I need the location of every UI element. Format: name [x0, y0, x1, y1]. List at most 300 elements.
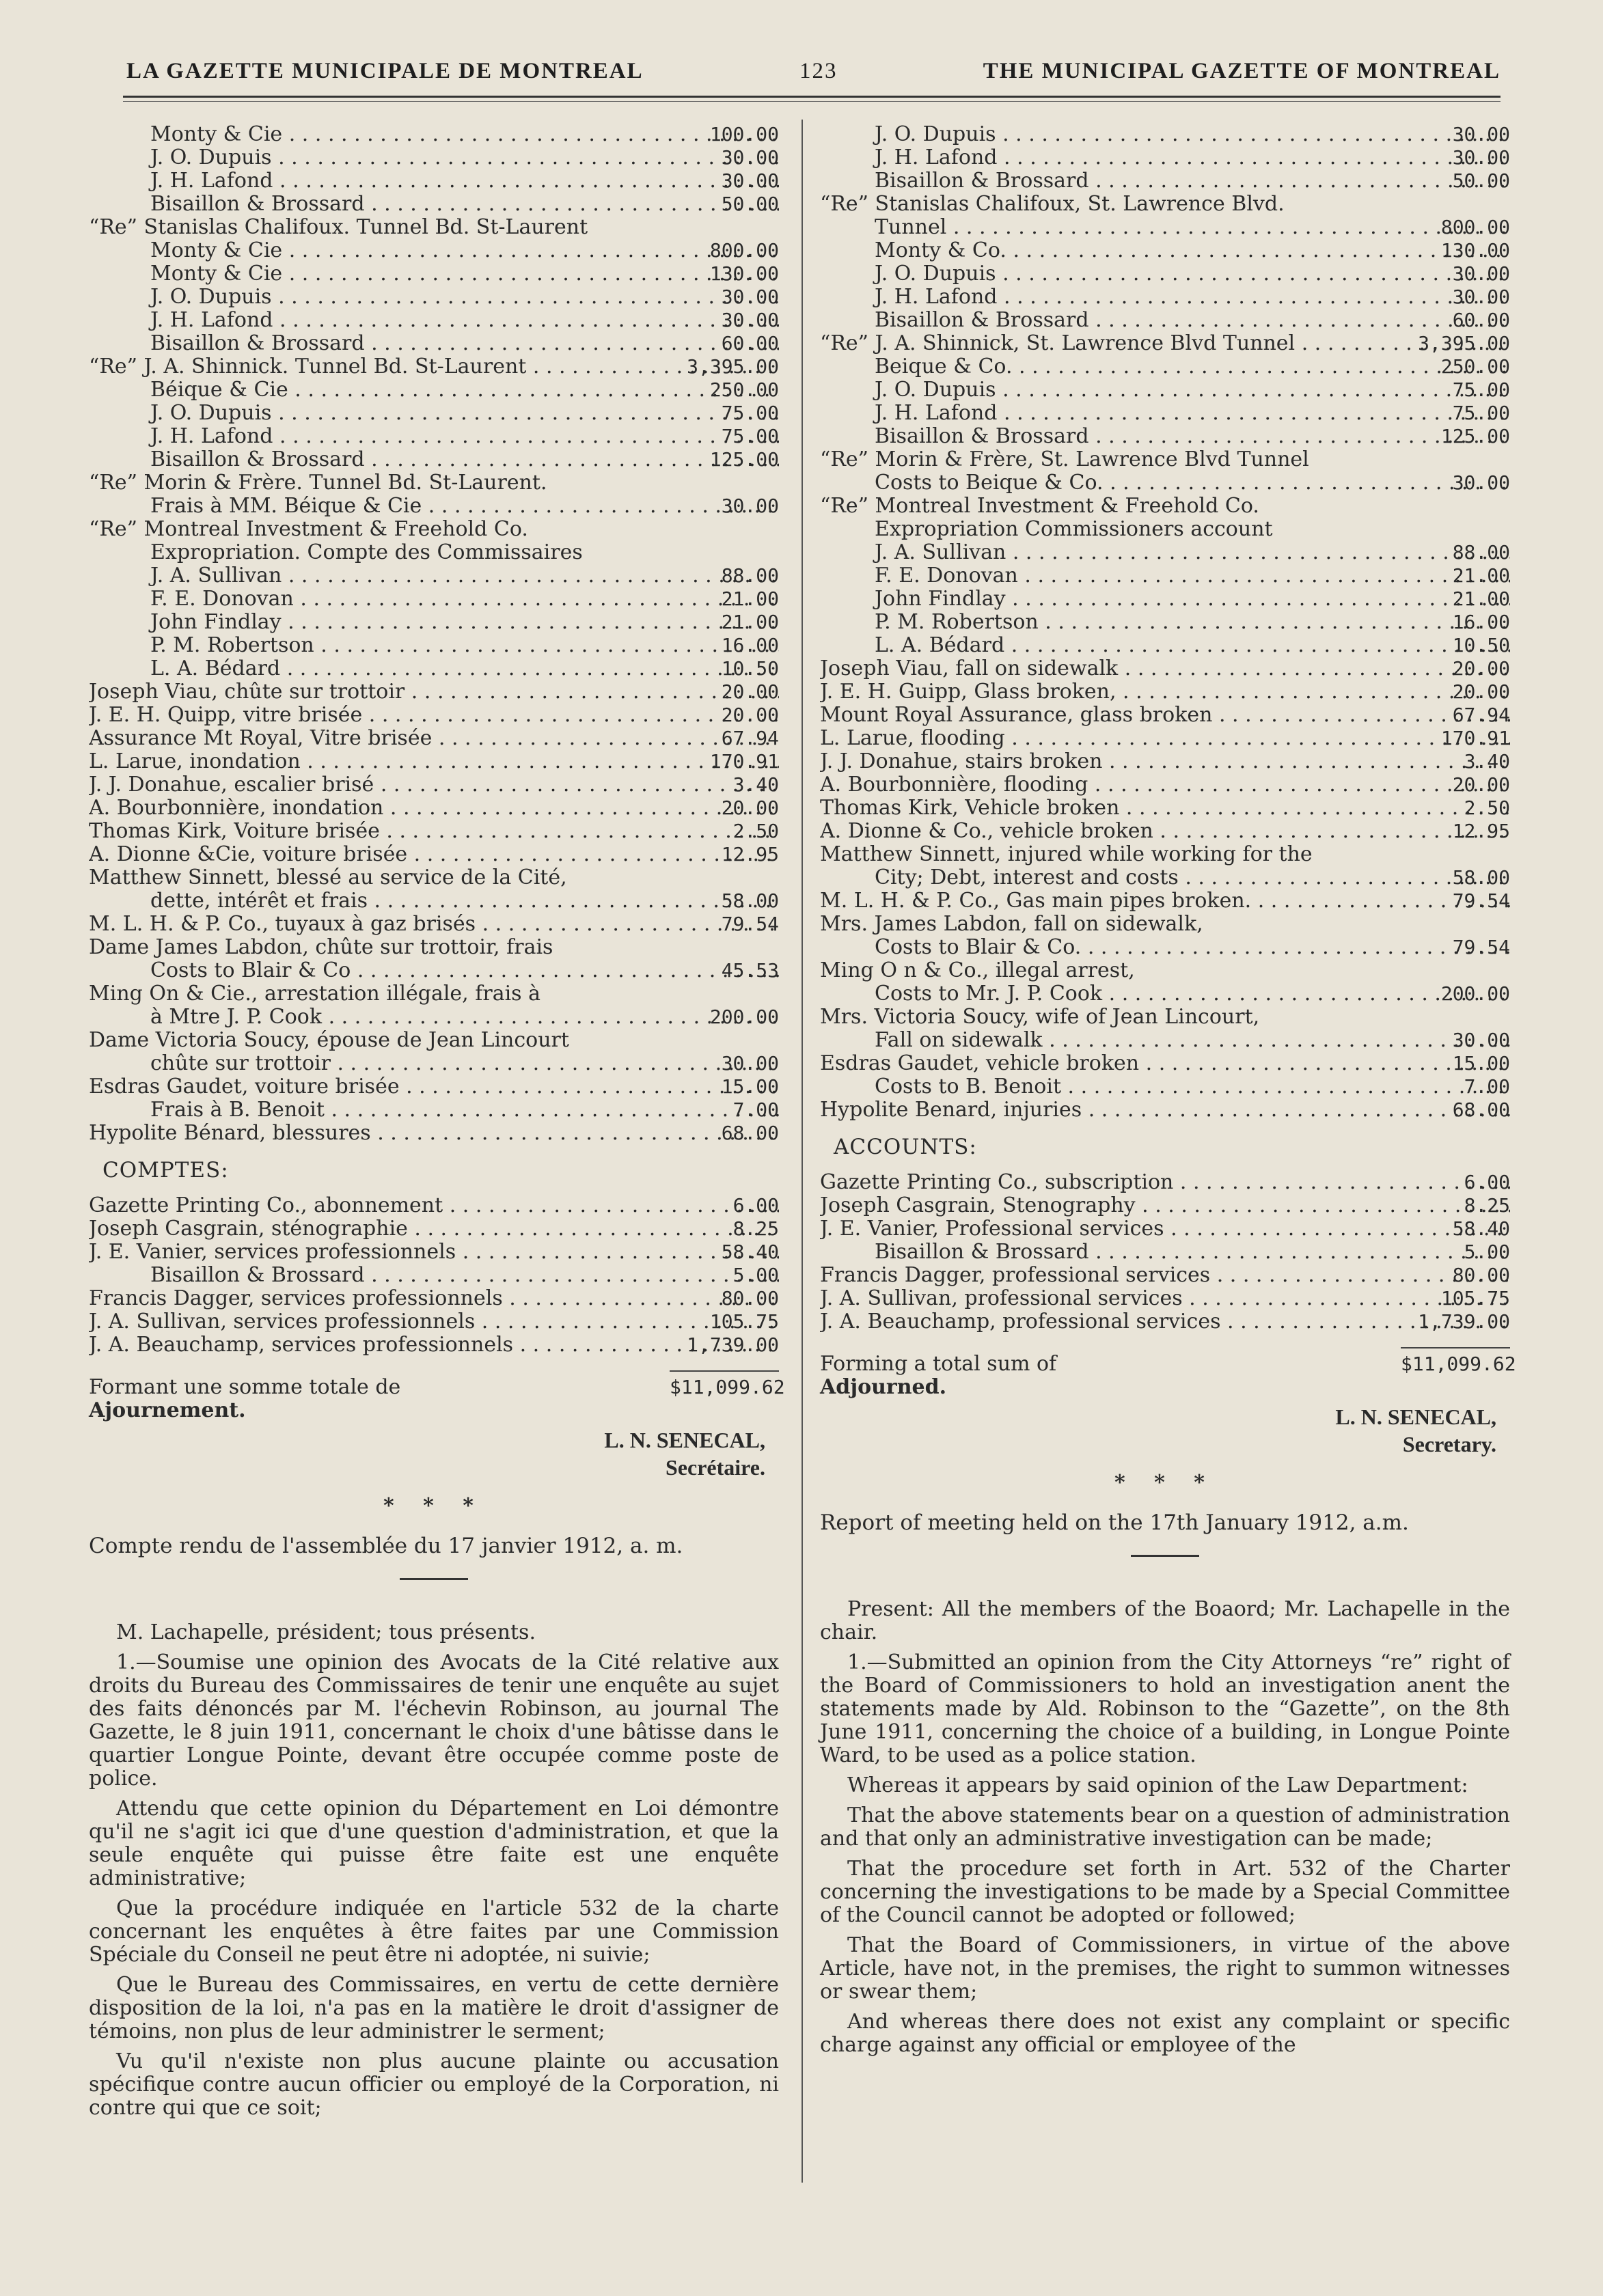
account-row — [89, 1333, 779, 1357]
entry-amount: 2.50 — [1464, 797, 1510, 819]
entry-amount: 8.25 — [1464, 1194, 1510, 1217]
entry-label: L. A. Bédard . . . — [820, 634, 1510, 657]
entry-label: Joseph Casgrain, Stenography . . . — [820, 1194, 1510, 1217]
entry-label: “Re” Morin & Frère, St. Lawrence Blvd Tunnel — [820, 448, 1309, 471]
accounts-list — [820, 1171, 1510, 1333]
total-line — [820, 1353, 1516, 1376]
header-title-en: THE MUNICIPAL GAZETTE OF MONTREAL — [983, 59, 1501, 83]
entry-label: Expropriation. Compte des Commissaires — [150, 541, 583, 564]
claim-row — [820, 425, 1510, 448]
claim-row — [820, 378, 1510, 402]
entry-amount: 30.00 — [721, 1052, 779, 1075]
entry-amount: 80.00 — [721, 1287, 779, 1310]
claim-row — [820, 680, 1510, 704]
entry-amount: 105.75 — [709, 1310, 779, 1333]
claim-row — [820, 1075, 1510, 1098]
entry-amount: 16.00 — [721, 634, 779, 656]
entry-label: chûte sur trottoir . . . — [89, 1052, 779, 1075]
entry-amount: 20.00 — [1452, 773, 1510, 796]
entry-label: Expropriation Commissioners account — [875, 518, 1273, 541]
claim-row — [820, 402, 1510, 425]
entry-label: Beique & Co. . . . — [820, 355, 1510, 378]
claim-row — [89, 797, 779, 820]
entry-label: P. M. Robertson . . . — [820, 611, 1510, 634]
entry-amount: 125.00 — [1440, 425, 1510, 447]
report-title: Report of meeting held on the 17th January 1912, a.m. — [820, 1510, 1409, 1535]
claim-row — [89, 913, 779, 936]
entry-amount: 21.00 — [721, 611, 779, 633]
adjourned-text: Adjourned. — [820, 1375, 947, 1399]
claim-row — [89, 425, 779, 448]
entry-amount: 79.54 — [721, 913, 779, 935]
entry-label: J. A. Beauchamp, professional services . . . — [820, 1310, 1510, 1333]
account-row — [89, 1241, 779, 1264]
entry-amount: 88.00 — [1452, 541, 1510, 564]
entry-amount: 20.00 — [1452, 657, 1510, 680]
claim-row — [820, 866, 1510, 889]
signature-name: L. N. SENECAL, — [604, 1428, 765, 1452]
claim-row — [89, 146, 779, 169]
entry-label: Costs to B. Benoit . . . — [820, 1075, 1510, 1098]
entry-amount: 88.00 — [721, 564, 779, 587]
account-row — [820, 1287, 1510, 1310]
entry-label: Fall on sidewalk . . . — [820, 1029, 1510, 1052]
claim-row — [89, 704, 779, 727]
minutes-paragraph: Whereas it appears by said opinion of the Law Department: — [847, 1773, 1468, 1797]
entry-label: J. E. H. Guipp, Glass broken, . . . — [820, 680, 1510, 704]
entry-label: A. Dionne &Cie, voiture brisée . . . — [89, 843, 779, 866]
entry-amount: 21.00 — [1452, 587, 1510, 610]
claim-row — [89, 820, 779, 843]
signature-name: L. N. SENECAL, — [1335, 1405, 1496, 1429]
claim-row — [820, 518, 1510, 541]
claim-row — [820, 820, 1510, 843]
entry-amount: 5.00 — [732, 1264, 779, 1286]
total-label: Forming a total sum of — [820, 1353, 1057, 1376]
entry-label: Hypolite Bénard, blessures . . . — [89, 1122, 779, 1145]
entry-label: Bisaillon & Brossard . . . — [820, 425, 1510, 448]
claim-row — [89, 1052, 779, 1075]
entry-amount: 30.00 — [721, 146, 779, 169]
entry-amount: 200.00 — [1440, 982, 1510, 1005]
entry-amount: 7.00 — [1464, 1075, 1510, 1098]
entry-label: Mrs. Victoria Soucy, wife of Jean Lincourt, — [820, 1006, 1260, 1029]
claims-list — [89, 123, 779, 1145]
account-row — [820, 1264, 1510, 1287]
entry-label: P. M. Robertson . . . — [89, 634, 779, 657]
entry-amount: 6.00 — [1464, 1171, 1510, 1193]
claim-row — [89, 402, 779, 425]
entry-amount: 3.40 — [732, 773, 779, 796]
claim-row — [89, 193, 779, 216]
claim-row — [89, 169, 779, 193]
minutes-paragraph: 1.—Submitted an opinion from the City Attorneys “re” right of the Board of Commissioners to hold an investigation anent the statements made by Ald. Robinson to the “Gazette”, on the 8th June 1911, concerning the choice of a building, in Longue Pointe Ward, to be used as a police station. — [820, 1650, 1510, 1767]
claim-row — [820, 587, 1510, 611]
minutes-paragraph: 1.—Soumise une opinion des Avocats de la Cité relative aux droits du Bureau des Commissaires de tenir une enquête au sujet des faits dénoncés par M. l'échevin Robinson, au journal The Gazette, le 8 juin 1911, concernant le choix d'une bâtisse dans le quartier Longue Pointe, devant être occupée comme poste de police. — [89, 1650, 779, 1790]
minutes-text — [820, 1598, 1510, 2057]
minutes-text — [89, 1621, 779, 2120]
header-title-fr: LA GAZETTE MUNICIPALE DE MONTREAL — [126, 59, 644, 83]
entry-label: Bisaillon & Brossard . . . — [89, 332, 779, 355]
entry-label: Francis Dagger, services professionnels . . . — [89, 1287, 779, 1310]
entry-amount: 170.91 — [1440, 727, 1510, 749]
entry-label: “Re” Stanislas Chalifoux, St. Lawrence Blvd. — [820, 193, 1285, 216]
entry-label: J. A. Sullivan . . . — [820, 541, 1510, 564]
claim-row — [89, 1006, 779, 1029]
entry-amount: 5.00 — [1464, 1241, 1510, 1263]
entry-label: City; Debt, interest and costs . . . — [820, 866, 1510, 889]
entry-label: Esdras Gaudet, vehicle broken . . . — [820, 1052, 1510, 1075]
claim-row — [820, 1098, 1510, 1122]
entry-amount: 20.00 — [721, 704, 779, 726]
total-amount: $11,099.62 — [670, 1370, 779, 1399]
entry-amount: 21.00 — [1452, 564, 1510, 587]
entry-label: “Re” J. A. Shinnick. Tunnel Bd. St-Laurent . . . — [89, 355, 779, 378]
entry-label: Bisaillon & Brossard . . . — [89, 1264, 779, 1287]
entry-amount: 30.00 — [1452, 1029, 1510, 1051]
entry-amount: 30.00 — [721, 169, 779, 192]
entry-amount: 250.00 — [709, 378, 779, 401]
claim-row — [89, 378, 779, 402]
entry-label: Costs to Blair & Co. . . . — [820, 936, 1510, 959]
claim-row — [89, 518, 779, 541]
entry-amount: 800.00 — [709, 239, 779, 262]
claim-row — [89, 936, 779, 959]
minutes-paragraph: Que la procédure indiquée en l'article 532 de la charte concernant les enquêtes à être faites par une Commission Spéciale du Conseil ne peut être ni adoptée, ni suivie; — [89, 1896, 779, 1967]
claim-row — [89, 471, 779, 495]
account-row — [89, 1287, 779, 1310]
entry-label: Dame James Labdon, chûte sur trottoir, frais — [89, 936, 553, 959]
claim-row — [820, 216, 1510, 239]
account-row — [820, 1310, 1510, 1333]
entry-amount: 30.00 — [1452, 262, 1510, 285]
claim-row — [89, 866, 779, 889]
entry-amount: 20.00 — [721, 797, 779, 819]
total-line — [89, 1376, 785, 1399]
entry-label: Tunnel . . . — [820, 216, 1510, 239]
signature-title: Secretary. — [1402, 1432, 1496, 1456]
english-column — [820, 123, 1516, 2064]
entry-label: J. O. Dupuis . . . — [820, 123, 1510, 146]
entry-label: Thomas Kirk, Vehicle broken . . . — [820, 797, 1510, 820]
claim-row — [820, 913, 1510, 936]
entry-amount: 60.00 — [721, 332, 779, 355]
total-amount: $11,099.62 — [1401, 1347, 1510, 1376]
entry-label: J. O. Dupuis . . . — [89, 286, 779, 309]
claim-row — [89, 727, 779, 750]
entry-label: L. Larue, flooding . . . — [820, 727, 1510, 750]
entry-label: J. H. Lafond . . . — [820, 402, 1510, 425]
entry-amount: 15.00 — [721, 1075, 779, 1098]
entry-label: J. A. Sullivan, services professionnels . . . — [89, 1310, 779, 1333]
claim-row — [89, 959, 779, 982]
entry-amount: 30.00 — [721, 495, 779, 517]
claim-row — [820, 448, 1510, 471]
entry-label: Bisaillon & Brossard . . . — [89, 193, 779, 216]
entry-label: Matthew Sinnett, injured while working for the — [820, 843, 1313, 866]
claim-row — [820, 611, 1510, 634]
entry-label: Monty & Co. . . . — [820, 239, 1510, 262]
minutes-paragraph: That the Board of Commissioners, in virtue of the above Article, have not, in the premises, the right to summon witnesses or swear them; — [820, 1933, 1510, 2004]
claim-row — [820, 262, 1510, 286]
entry-label: J. J. Donahue, escalier brisé . . . — [89, 773, 779, 797]
entry-label: Joseph Viau, fall on sidewalk . . . — [820, 657, 1510, 680]
entry-label: J. O. Dupuis . . . — [820, 262, 1510, 286]
entry-amount: 3,395.00 — [1418, 332, 1510, 355]
account-row — [820, 1194, 1510, 1217]
entry-label: Costs to Mr. J. P. Cook . . . — [820, 982, 1510, 1006]
minutes-paragraph: M. Lachapelle, président; tous présents. — [116, 1620, 536, 1644]
entry-label: Esdras Gaudet, voiture brisée . . . — [89, 1075, 779, 1098]
entry-label: Gazette Printing Co., abonnement . . . — [89, 1194, 779, 1217]
claim-row — [89, 1122, 779, 1145]
claim-row — [89, 773, 779, 797]
entry-amount: 21.00 — [721, 587, 779, 610]
entry-amount: 30.00 — [721, 286, 779, 308]
entry-label: “Re” Stanislas Chalifoux. Tunnel Bd. St-Laurent — [89, 216, 588, 239]
entry-label: “Re” Montreal Investment & Freehold Co. — [820, 495, 1259, 518]
entry-label: J. A. Beauchamp, services professionnels . . . — [89, 1333, 779, 1357]
entry-label: J. A. Sullivan . . . — [89, 564, 779, 587]
claim-row — [820, 727, 1510, 750]
signature-title: Secrétaire. — [666, 1455, 765, 1480]
entry-amount: 75.00 — [1452, 378, 1510, 401]
signature — [820, 1403, 1510, 1458]
entry-amount: 16.00 — [1452, 611, 1510, 633]
entry-amount: 12.95 — [1452, 820, 1510, 842]
entry-label: Thomas Kirk, Voiture brisée . . . — [89, 820, 779, 843]
claim-row — [820, 750, 1510, 773]
entry-amount: 100.00 — [709, 123, 779, 146]
entry-label: J. H. Lafond . . . — [89, 425, 779, 448]
entry-label: “Re” J. A. Shinnick, St. Lawrence Blvd Tunnel . . . — [820, 332, 1510, 355]
account-row — [820, 1241, 1510, 1264]
minutes-paragraph: Vu qu'il n'existe non plus aucune plainte ou accusation spécifique contre aucun officier ou employé de la Corporation, ni contre qui que ce soit; — [89, 2049, 779, 2120]
claim-row — [89, 309, 779, 332]
claim-row — [89, 123, 779, 146]
entry-amount: 58.40 — [721, 1241, 779, 1263]
entry-label: Matthew Sinnett, blessé au service de la Cité, — [89, 866, 567, 889]
page-number: 123 — [799, 59, 838, 83]
entry-label: L. Larue, inondation . . . — [89, 750, 779, 773]
claim-row — [89, 541, 779, 564]
entry-amount: 130.00 — [1440, 239, 1510, 262]
entry-label: Ming On & Cie., arrestation illégale, frais à — [89, 982, 540, 1006]
account-row — [820, 1217, 1510, 1241]
entry-amount: 30.00 — [721, 309, 779, 331]
entry-label: J. H. Lafond . . . — [89, 169, 779, 193]
claim-row — [89, 286, 779, 309]
entry-amount: 30.00 — [1452, 471, 1510, 494]
entry-label: J. H. Lafond . . . — [820, 286, 1510, 309]
entry-amount: 58.00 — [721, 889, 779, 912]
entry-label: J. H. Lafond . . . — [820, 146, 1510, 169]
entry-label: J. H. Lafond . . . — [89, 309, 779, 332]
claim-row — [89, 355, 779, 378]
entry-amount: 125.00 — [709, 448, 779, 471]
claim-row — [820, 123, 1510, 146]
claims-list — [820, 123, 1510, 1122]
entry-label: Bisaillon & Brossard . . . — [820, 1241, 1510, 1264]
entry-amount: 80.00 — [1452, 1264, 1510, 1286]
claim-row — [820, 634, 1510, 657]
accounts-heading: ACCOUNTS: — [834, 1135, 977, 1159]
claim-row — [820, 1029, 1510, 1052]
entry-label: Hypolite Benard, injuries . . . — [820, 1098, 1510, 1122]
account-row — [89, 1264, 779, 1287]
section-separator: * * * — [1114, 1471, 1216, 1495]
claim-row — [89, 587, 779, 611]
claim-row — [820, 1006, 1510, 1029]
entry-amount: 58.00 — [1452, 866, 1510, 889]
entry-amount: 130.00 — [709, 262, 779, 285]
total-label: Formant une somme totale de — [89, 1376, 401, 1399]
claim-row — [89, 1029, 779, 1052]
claim-row — [820, 355, 1510, 378]
entry-amount: 67.94 — [721, 727, 779, 749]
claim-row — [89, 843, 779, 866]
column-divider — [802, 120, 803, 2183]
minutes-paragraph: That the procedure set forth in Art. 532 of the Charter concerning the investigations to be made by a Special Committee of the Council cannot be adopted or followed; — [820, 1857, 1510, 1927]
entry-amount: 79.54 — [1452, 936, 1510, 958]
entry-amount: 1,739.00 — [1418, 1310, 1510, 1333]
entry-amount: 10.50 — [1452, 634, 1510, 656]
section-separator: * * * — [383, 1494, 484, 1518]
claim-row — [820, 286, 1510, 309]
claim-row — [820, 495, 1510, 518]
entry-label: Frais à B. Benoit . . . — [89, 1098, 779, 1122]
entry-amount: 8.25 — [732, 1217, 779, 1240]
claim-row — [820, 773, 1510, 797]
entry-amount: 58.40 — [1452, 1217, 1510, 1240]
entry-amount: 20.00 — [721, 680, 779, 703]
entry-amount: 250.00 — [1440, 355, 1510, 378]
minutes-paragraph: Attendu que cette opinion du Département en Loi démontre qu'il ne s'agit ici que d'une question d'administration, et que la seule enquête qui puisse être faite est une enquête administrative; — [89, 1797, 779, 1890]
claim-row — [820, 982, 1510, 1006]
claim-row — [820, 309, 1510, 332]
entry-label: Costs to Blair & Co . . . — [89, 959, 779, 982]
claim-row — [89, 262, 779, 286]
minutes-paragraph: Present: All the members of the Boaord; Mr. Lachapelle in the chair. — [820, 1597, 1510, 1644]
claim-row — [89, 750, 779, 773]
claim-row — [820, 332, 1510, 355]
entry-amount: 170.91 — [709, 750, 779, 773]
entry-amount: 1,739.00 — [687, 1333, 779, 1356]
minutes-paragraph: Que le Bureau des Commissaires, en vertu de cette dernière disposition de la loi, n'a pas en la matière le droit d'assigner de témoins, non plus de leur administrer le serment; — [89, 1973, 779, 2043]
entry-label: Gazette Printing Co., subscription . . . — [820, 1171, 1510, 1194]
entry-label: J. O. Dupuis . . . — [89, 146, 779, 169]
signature — [89, 1426, 779, 1481]
entry-amount: 20.00 — [1452, 680, 1510, 703]
claim-row — [89, 239, 779, 262]
entry-label: Francis Dagger, professional services . . . — [820, 1264, 1510, 1287]
entry-label: Bisaillon & Brossard . . . — [820, 169, 1510, 193]
minutes-paragraph: And whereas there does not exist any complaint or specific charge against any official or employee of the — [820, 2010, 1510, 2057]
entry-amount: 10.50 — [721, 657, 779, 680]
claim-row — [820, 193, 1510, 216]
entry-amount: 15.00 — [1452, 1052, 1510, 1075]
claim-row — [89, 611, 779, 634]
entry-amount: 6.00 — [732, 1194, 779, 1217]
entry-label: L. A. Bédard . . . — [89, 657, 779, 680]
entry-label: Bisaillon & Brossard . . . — [820, 309, 1510, 332]
claim-row — [89, 564, 779, 587]
claim-row — [89, 495, 779, 518]
claim-row — [820, 657, 1510, 680]
header-rule — [123, 96, 1501, 98]
entry-label: Mrs. James Labdon, fall on sidewalk, — [820, 913, 1203, 936]
entry-label: John Findlay . . . — [89, 611, 779, 634]
claim-row — [89, 657, 779, 680]
entry-label: Monty & Cie . . . — [89, 262, 779, 286]
entry-label: “Re” Morin & Frère. Tunnel Bd. St-Laurent. — [89, 471, 547, 495]
entry-label: Frais à MM. Béique & Cie . . . — [89, 495, 779, 518]
entry-label: J. E. Vanier, Professional services . . . — [820, 1217, 1510, 1241]
entry-label: J. J. Donahue, stairs broken . . . — [820, 750, 1510, 773]
entry-amount: 60.00 — [1452, 309, 1510, 331]
entry-amount: 2.50 — [732, 820, 779, 842]
entry-label: M. L. H. & P. Co., tuyaux à gaz brisés . . . — [89, 913, 779, 936]
entry-label: J. E. Vanier, services professionnels . . . — [89, 1241, 779, 1264]
entry-label: Mount Royal Assurance, glass broken . . . — [820, 704, 1510, 727]
entry-label: Béique & Cie . . . — [89, 378, 779, 402]
claim-row — [820, 889, 1510, 913]
entry-amount: 75.00 — [721, 402, 779, 424]
claim-row — [89, 634, 779, 657]
entry-label: M. L. H. & P. Co., Gas main pipes broken. . . . — [820, 889, 1510, 913]
claim-row — [89, 1098, 779, 1122]
entry-label: Costs to Beique & Co. . . . — [820, 471, 1510, 495]
claim-row — [820, 843, 1510, 866]
entry-label: Joseph Casgrain, sténographie . . . — [89, 1217, 779, 1241]
entry-amount: 50.00 — [1452, 169, 1510, 192]
claim-row — [820, 704, 1510, 727]
entry-amount: 30.00 — [1452, 286, 1510, 308]
entry-amount: 3,395.00 — [687, 355, 779, 378]
entry-label: à Mtre J. P. Cook . . . — [89, 1006, 779, 1029]
entry-amount: 7.00 — [732, 1098, 779, 1121]
short-rule — [1131, 1555, 1199, 1557]
entry-label: A. Bourbonnière, inondation . . . — [89, 797, 779, 820]
french-column — [89, 123, 785, 2127]
minutes-paragraph: That the above statements bear on a question of administration and that only an administrative investigation can be made; — [820, 1803, 1510, 1851]
entry-label: F. E. Donovan . . . — [89, 587, 779, 611]
entry-label: A. Dionne & Co., vehicle broken . . . — [820, 820, 1510, 843]
entry-amount: 68.00 — [1452, 1098, 1510, 1121]
entry-label: J. O. Dupuis . . . — [820, 378, 1510, 402]
claim-row — [820, 471, 1510, 495]
entry-label: Bisaillon & Brossard . . . — [89, 448, 779, 471]
accounts-list — [89, 1194, 779, 1357]
entry-label: Monty & Cie . . . — [89, 123, 779, 146]
entry-amount: 45.53 — [721, 959, 779, 982]
claim-row — [89, 216, 779, 239]
entry-amount: 67.94 — [1452, 704, 1510, 726]
short-rule — [400, 1578, 468, 1580]
accounts-heading: COMPTES: — [102, 1158, 229, 1182]
claim-row — [820, 239, 1510, 262]
claim-row — [89, 1075, 779, 1098]
entry-amount: 800.00 — [1440, 216, 1510, 238]
entry-label: “Re” Montreal Investment & Freehold Co. — [89, 518, 528, 541]
account-row — [89, 1217, 779, 1241]
header-rule-thin — [123, 101, 1501, 102]
claim-row — [820, 564, 1510, 587]
claim-row — [89, 680, 779, 704]
account-row — [820, 1171, 1510, 1194]
claim-row — [89, 982, 779, 1006]
claim-row — [89, 332, 779, 355]
